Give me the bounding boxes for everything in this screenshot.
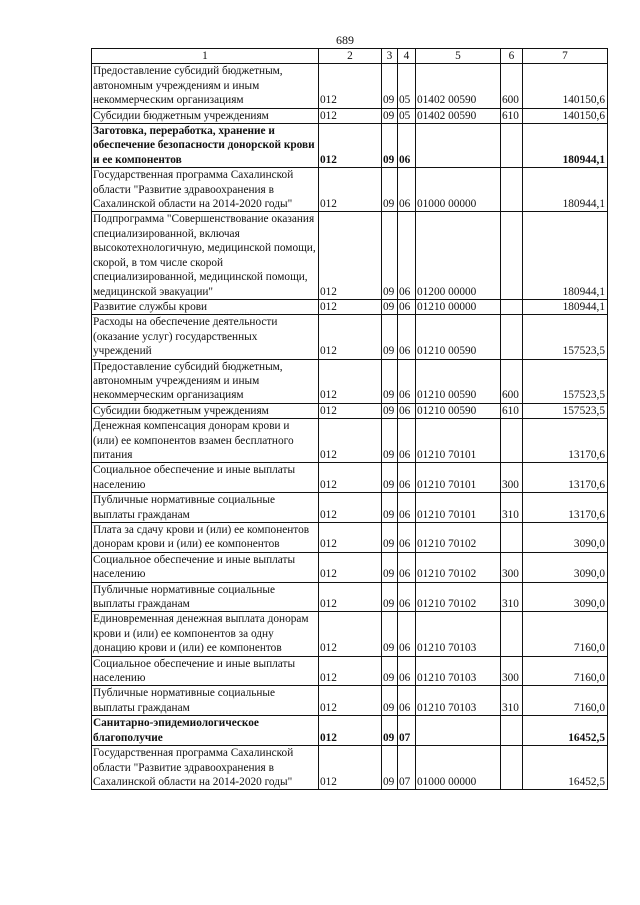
table-row bbox=[92, 168, 608, 212]
table-row bbox=[92, 552, 608, 582]
section-code: 09 bbox=[382, 124, 398, 168]
subsection-code: 06 bbox=[398, 493, 416, 523]
expense-name: Государственная программа Сахалинской области "Развитие здравоохранения в Сахалинской области на 2014-2020 годы" bbox=[92, 168, 319, 212]
expense-name: Заготовка, переработка, хранение и обеспечение безопасности донорской крови и ее компонентов bbox=[92, 124, 319, 168]
ministry-code: 012 bbox=[319, 168, 382, 212]
ministry-code: 012 bbox=[319, 403, 382, 418]
table-row bbox=[92, 212, 608, 299]
expense-type-code: 310 bbox=[501, 686, 523, 716]
subsection-code: 05 bbox=[398, 108, 416, 123]
expense-name: Расходы на обеспечение деятельности (оказание услуг) государственных учреждений bbox=[92, 315, 319, 359]
amount-value: 7160,0 bbox=[523, 656, 608, 686]
expense-type-code bbox=[501, 746, 523, 790]
expense-type-code: 600 bbox=[501, 359, 523, 403]
expense-name: Плата за сдачу крови и (или) ее компонентов донорам крови и (или) ее компонентов bbox=[92, 523, 319, 553]
expense-name: Денежная компенсация донорам крови и (или) ее компонентов взамен бесплатного питания bbox=[92, 419, 319, 463]
subsection-code: 06 bbox=[398, 168, 416, 212]
header-row bbox=[92, 49, 608, 64]
amount-value: 157523,5 bbox=[523, 403, 608, 418]
target-article-code: 01210 70102 bbox=[416, 523, 501, 553]
expense-type-code bbox=[501, 299, 523, 314]
expense-name: Санитарно-эпидемиологическое благополучие bbox=[92, 716, 319, 746]
table-row bbox=[92, 463, 608, 493]
expense-name: Публичные нормативные социальные выплаты гражданам bbox=[92, 582, 319, 612]
header-cell: 5 bbox=[416, 49, 501, 64]
table-row bbox=[92, 493, 608, 523]
section-code: 09 bbox=[382, 403, 398, 418]
section-code: 09 bbox=[382, 493, 398, 523]
subsection-code: 06 bbox=[398, 612, 416, 656]
table-row bbox=[92, 315, 608, 359]
table-row bbox=[92, 403, 608, 418]
subsection-code: 06 bbox=[398, 582, 416, 612]
target-article-code: 01210 70101 bbox=[416, 463, 501, 493]
header-cell: 4 bbox=[398, 49, 416, 64]
subsection-code: 06 bbox=[398, 656, 416, 686]
section-code: 09 bbox=[382, 612, 398, 656]
amount-value: 157523,5 bbox=[523, 315, 608, 359]
section-code: 09 bbox=[382, 463, 398, 493]
amount-value: 180944,1 bbox=[523, 212, 608, 299]
subsection-code: 06 bbox=[398, 552, 416, 582]
section-code: 09 bbox=[382, 299, 398, 314]
ministry-code: 012 bbox=[319, 359, 382, 403]
subsection-code: 06 bbox=[398, 463, 416, 493]
expense-type-code bbox=[501, 212, 523, 299]
expense-type-code: 600 bbox=[501, 64, 523, 108]
budget-table bbox=[91, 48, 608, 790]
subsection-code: 06 bbox=[398, 686, 416, 716]
table-row bbox=[92, 656, 608, 686]
section-code: 09 bbox=[382, 64, 398, 108]
section-code: 09 bbox=[382, 656, 398, 686]
expense-type-code bbox=[501, 124, 523, 168]
expense-type-code bbox=[501, 523, 523, 553]
target-article-code bbox=[416, 124, 501, 168]
subsection-code: 06 bbox=[398, 403, 416, 418]
target-article-code: 01210 00590 bbox=[416, 315, 501, 359]
expense-type-code: 310 bbox=[501, 493, 523, 523]
ministry-code: 012 bbox=[319, 212, 382, 299]
amount-value: 16452,5 bbox=[523, 746, 608, 790]
section-code: 09 bbox=[382, 108, 398, 123]
table-row bbox=[92, 64, 608, 108]
header-cell: 3 bbox=[382, 49, 398, 64]
expense-name: Субсидии бюджетным учреждениям bbox=[92, 108, 319, 123]
subsection-code: 06 bbox=[398, 359, 416, 403]
ministry-code: 012 bbox=[319, 686, 382, 716]
expense-name: Государственная программа Сахалинской области "Развитие здравоохранения в Сахалинской области на 2014-2020 годы" bbox=[92, 746, 319, 790]
table-row bbox=[92, 108, 608, 123]
expense-type-code: 300 bbox=[501, 656, 523, 686]
table-row bbox=[92, 419, 608, 463]
target-article-code: 01402 00590 bbox=[416, 64, 501, 108]
amount-value: 3090,0 bbox=[523, 582, 608, 612]
expense-type-code: 310 bbox=[501, 582, 523, 612]
expense-type-code bbox=[501, 315, 523, 359]
expense-name: Публичные нормативные социальные выплаты гражданам bbox=[92, 493, 319, 523]
section-code: 09 bbox=[382, 315, 398, 359]
amount-value: 3090,0 bbox=[523, 552, 608, 582]
table-row bbox=[92, 582, 608, 612]
page-number: 689 bbox=[336, 33, 354, 47]
target-article-code: 01210 70101 bbox=[416, 493, 501, 523]
expense-name: Предоставление субсидий бюджетным, автономным учреждениям и иным некоммерческим организациям bbox=[92, 359, 319, 403]
expense-name: Субсидии бюджетным учреждениям bbox=[92, 403, 319, 418]
expense-type-code: 300 bbox=[501, 552, 523, 582]
expense-type-code: 610 bbox=[501, 403, 523, 418]
ministry-code: 012 bbox=[319, 299, 382, 314]
amount-value: 7160,0 bbox=[523, 612, 608, 656]
subsection-code: 07 bbox=[398, 746, 416, 790]
target-article-code: 01000 00000 bbox=[416, 168, 501, 212]
ministry-code: 012 bbox=[319, 419, 382, 463]
expense-name: Социальное обеспечение и иные выплаты населению bbox=[92, 463, 319, 493]
table-row bbox=[92, 299, 608, 314]
target-article-code bbox=[416, 716, 501, 746]
ministry-code: 012 bbox=[319, 64, 382, 108]
subsection-code: 06 bbox=[398, 419, 416, 463]
header-cell: 1 bbox=[92, 49, 319, 64]
ministry-code: 012 bbox=[319, 612, 382, 656]
amount-value: 13170,6 bbox=[523, 463, 608, 493]
amount-value: 16452,5 bbox=[523, 716, 608, 746]
header-cell: 7 bbox=[523, 49, 608, 64]
expense-name: Социальное обеспечение и иные выплаты населению bbox=[92, 656, 319, 686]
amount-value: 180944,1 bbox=[523, 168, 608, 212]
section-code: 09 bbox=[382, 168, 398, 212]
target-article-code: 01000 00000 bbox=[416, 746, 501, 790]
section-code: 09 bbox=[382, 552, 398, 582]
expense-name: Подпрограмма "Совершенствование оказания специализированной, включая высокотехнологичную, медицинской помощи, скорой, в том числе скорой специализированной, медицинской помощи, медицинской эвакуации" bbox=[92, 212, 319, 299]
table-row bbox=[92, 686, 608, 716]
header-cell: 2 bbox=[319, 49, 382, 64]
amount-value: 157523,5 bbox=[523, 359, 608, 403]
expense-type-code bbox=[501, 168, 523, 212]
target-article-code: 01402 00590 bbox=[416, 108, 501, 123]
amount-value: 7160,0 bbox=[523, 686, 608, 716]
ministry-code: 012 bbox=[319, 746, 382, 790]
ministry-code: 012 bbox=[319, 124, 382, 168]
target-article-code: 01210 00000 bbox=[416, 299, 501, 314]
expense-type-code bbox=[501, 612, 523, 656]
target-article-code: 01210 70103 bbox=[416, 686, 501, 716]
expense-name: Единовременная денежная выплата донорам крови и (или) ее компонентов за одну донацию крови и (или) ее компонентов bbox=[92, 612, 319, 656]
expense-type-code: 610 bbox=[501, 108, 523, 123]
ministry-code: 012 bbox=[319, 523, 382, 553]
amount-value: 180944,1 bbox=[523, 124, 608, 168]
ministry-code: 012 bbox=[319, 582, 382, 612]
target-article-code: 01210 70103 bbox=[416, 656, 501, 686]
subsection-code: 07 bbox=[398, 716, 416, 746]
section-code: 09 bbox=[382, 746, 398, 790]
amount-value: 13170,6 bbox=[523, 419, 608, 463]
subsection-code: 06 bbox=[398, 124, 416, 168]
expense-name: Публичные нормативные социальные выплаты гражданам bbox=[92, 686, 319, 716]
header-cell: 6 bbox=[501, 49, 523, 64]
ministry-code: 012 bbox=[319, 656, 382, 686]
section-code: 09 bbox=[382, 212, 398, 299]
expense-type-code bbox=[501, 716, 523, 746]
target-article-code: 01210 00590 bbox=[416, 403, 501, 418]
table-row bbox=[92, 746, 608, 790]
subsection-code: 06 bbox=[398, 212, 416, 299]
subsection-code: 05 bbox=[398, 64, 416, 108]
amount-value: 3090,0 bbox=[523, 523, 608, 553]
target-article-code: 01200 00000 bbox=[416, 212, 501, 299]
expense-type-code bbox=[501, 419, 523, 463]
expense-name: Социальное обеспечение и иные выплаты населению bbox=[92, 552, 319, 582]
section-code: 09 bbox=[382, 716, 398, 746]
amount-value: 140150,6 bbox=[523, 108, 608, 123]
table-row bbox=[92, 359, 608, 403]
table-row bbox=[92, 523, 608, 553]
section-code: 09 bbox=[382, 419, 398, 463]
ministry-code: 012 bbox=[319, 552, 382, 582]
target-article-code: 01210 70102 bbox=[416, 582, 501, 612]
ministry-code: 012 bbox=[319, 315, 382, 359]
amount-value: 140150,6 bbox=[523, 64, 608, 108]
target-article-code: 01210 70103 bbox=[416, 612, 501, 656]
ministry-code: 012 bbox=[319, 108, 382, 123]
target-article-code: 01210 70101 bbox=[416, 419, 501, 463]
ministry-code: 012 bbox=[319, 493, 382, 523]
subsection-code: 06 bbox=[398, 315, 416, 359]
table-row bbox=[92, 716, 608, 746]
ministry-code: 012 bbox=[319, 463, 382, 493]
section-code: 09 bbox=[382, 686, 398, 716]
table-row bbox=[92, 124, 608, 168]
amount-value: 180944,1 bbox=[523, 299, 608, 314]
expense-type-code: 300 bbox=[501, 463, 523, 493]
ministry-code: 012 bbox=[319, 716, 382, 746]
section-code: 09 bbox=[382, 582, 398, 612]
target-article-code: 01210 70102 bbox=[416, 552, 501, 582]
target-article-code: 01210 00590 bbox=[416, 359, 501, 403]
section-code: 09 bbox=[382, 359, 398, 403]
subsection-code: 06 bbox=[398, 523, 416, 553]
table-row bbox=[92, 612, 608, 656]
section-code: 09 bbox=[382, 523, 398, 553]
amount-value: 13170,6 bbox=[523, 493, 608, 523]
subsection-code: 06 bbox=[398, 299, 416, 314]
expense-name: Предоставление субсидий бюджетным, автономным учреждениям и иным некоммерческим организациям bbox=[92, 64, 319, 108]
expense-name: Развитие службы крови bbox=[92, 299, 319, 314]
